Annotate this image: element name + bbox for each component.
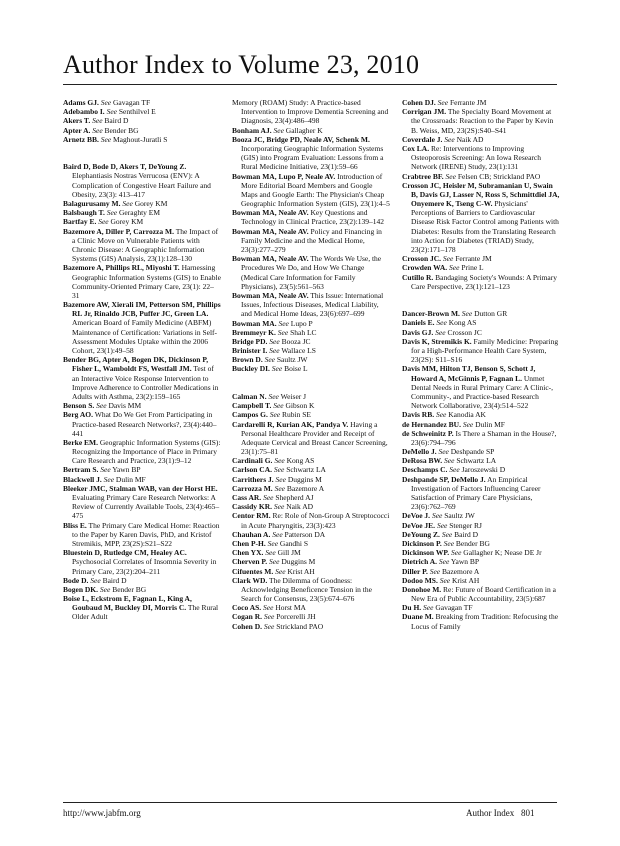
index-column-2 (232, 98, 390, 631)
entry-text: See Geraghty EM (106, 208, 161, 218)
author-name: Chen P-H. (232, 538, 266, 548)
index-entry (63, 548, 221, 576)
entry-text: See Rubin SE (269, 410, 311, 420)
index-entry (63, 475, 221, 484)
index-entry (63, 227, 221, 264)
author-name: Adebambo I. (63, 107, 105, 117)
entry-text: See Felsen CB; Strickland PAO (445, 171, 541, 181)
index-entry (402, 410, 560, 419)
entry-text: American Board of Family Medicine (ABFM) Maintenance of Certification: Variations in Self-Assessment Modules Uptake within the 2006 Cohort, 23(1):49–58 (72, 318, 218, 356)
author-name: Baird D, Bode D, Akers T, DeYoung Z. (63, 162, 187, 172)
entry-text: See Kanodia AK (435, 410, 486, 420)
author-name: Coverdale J. (402, 134, 443, 144)
author-name: Bowman MA. (232, 318, 277, 328)
author-name: Carrithers J. (232, 474, 274, 484)
entry-text: See Bender BG (92, 125, 139, 135)
author-name: DeYoung Z. (402, 529, 440, 539)
author-name: Davis GJ. (402, 327, 434, 337)
author-name: Calman N. (232, 391, 267, 401)
index-entry (232, 548, 390, 557)
author-name: Carlson CA. (232, 465, 273, 475)
entry-text: See Prine L (449, 263, 484, 273)
entry-text: See Krist AH (439, 575, 480, 585)
entry-text: See Baird D (92, 116, 129, 126)
index-entry (402, 364, 560, 410)
index-entry (402, 263, 560, 272)
entry-text: See Schwartz LA (273, 465, 326, 475)
entry-text: See Yawn BP (100, 465, 141, 475)
author-name: Cass AR. (232, 493, 262, 503)
index-entry (402, 172, 560, 181)
entry-text: Is There a Shaman in the House?, 23(6):794–796 (411, 428, 557, 447)
author-name: Bonham AJ. (232, 125, 272, 135)
author-name: Deshpande SP, DeMello J. (402, 474, 486, 484)
entry-text: Test of an Interactive Voice Response Intervention to Improve Adherence to Controller Medications in Adults with Asthma, 23(2):159–165 (72, 364, 219, 401)
index-entry (232, 420, 390, 457)
author-name: Bazemore A, Diller P, Carrozza M. (63, 226, 174, 236)
entry-text: The Rural Older Adult (72, 603, 219, 622)
entry-text: See Dulin MF (103, 474, 146, 484)
footer-page-label (466, 808, 535, 818)
author-name: Donohoe M. (402, 584, 442, 594)
index-entry (63, 107, 221, 116)
author-name: Clark WD. (232, 575, 268, 585)
author-name: Coco AS. (232, 603, 262, 613)
index-entry (63, 594, 221, 622)
author-name: de Schweinitz P. (402, 428, 454, 438)
author-name: Cifuentes M. (232, 566, 274, 576)
entry-text: The Words We Use, the Procedures We Do, and How We Change (Medical Care Information for Family Physicians), 23(5):561–563 (241, 254, 382, 291)
entry-text: See Dutton GR (461, 309, 508, 319)
entry-text: Key Questions and Technology in Clinical Practice, 23(2):139–142 (241, 208, 384, 227)
index-entry (63, 217, 221, 226)
author-name: Bode D. (63, 575, 89, 585)
index-entry (63, 438, 221, 466)
author-name: Chen YX. (232, 548, 264, 558)
entry-text: See Bender BG (99, 584, 147, 594)
index-entry (232, 539, 390, 548)
author-name: Bowman MA, Lupo P, Neale AV. (232, 171, 336, 181)
entry-text: See Patterson DA (272, 529, 326, 539)
author-name: Campos G. (232, 410, 268, 420)
author-name: Crabtree BF. (402, 171, 444, 181)
author-name: Arnetz BB. (63, 134, 99, 144)
entry-text: See Stenger RJ (436, 520, 482, 530)
author-name: Bender BG, Apter A, Bogen DK, Dickinson P, Fisher L, Wamboldt FS, Westfall JM. (63, 355, 209, 374)
index-entry (402, 318, 560, 327)
index-entry (232, 567, 390, 576)
index-entry (232, 484, 390, 493)
index-entry (63, 484, 221, 521)
index-entry (232, 576, 390, 604)
entry-text: Family Medicine: Preparing for a High-Performance Health Care System, 23(2S): S11–S16 (411, 336, 559, 365)
author-name: DeRosa BW. (402, 456, 443, 466)
index-entry (63, 576, 221, 585)
letter-group-gap (63, 144, 221, 162)
index-entry (63, 208, 221, 217)
author-name: Bowman MA, Neale AV. (232, 226, 309, 236)
author-name: Dickinson P. (402, 538, 442, 548)
author-name: Berke EM. (63, 437, 98, 447)
index-entry (63, 126, 221, 135)
entry-text: See Naik AD (444, 134, 484, 144)
entry-text: See Bender BG (443, 538, 490, 548)
author-name: Blackwell J. (63, 474, 102, 484)
entry-text: Psychosocial Correlates of Insomnia Severity in Primary Care, 23(2):204–211 (72, 557, 217, 576)
entry-text: See Weiser J (268, 391, 307, 401)
entry-text: Elephantiasis Nostras Verrucosa (ENV): A Complication of Congestive Heart Failure and Obesity, 23(3): 413–417 (72, 171, 211, 199)
letter-group-gap (232, 374, 390, 392)
author-name: Cutillo R. (402, 272, 434, 282)
author-name: Bleeker JMC, Stalman WAB, van der Horst HE. (63, 483, 218, 493)
author-name: Dancer-Brown M. (402, 309, 460, 319)
author-name: Brown D. (232, 355, 263, 365)
index-entry (232, 227, 390, 255)
footer-url[interactable]: http://www.jabfm.org (63, 808, 141, 818)
index-entry (232, 346, 390, 355)
author-name: Bluestein D, Rutledge CM, Healey AC. (63, 548, 187, 558)
author-name: Benson S. (63, 401, 95, 411)
author-name: Dickinson WP. (402, 548, 450, 558)
author-name: Dodoo MS. (402, 575, 438, 585)
entry-text: See Bazemore A (274, 483, 325, 493)
index-entry (63, 116, 221, 125)
entry-text: See Porcerelli JH (263, 612, 316, 622)
index-entry (232, 172, 390, 209)
index-entry (63, 162, 221, 199)
entry-text: See Jaroszewski D (449, 465, 506, 475)
index-entry (402, 420, 560, 429)
author-name: Cherven P. (232, 557, 268, 567)
entry-text: Unmet Dental Needs in Rural Primary Care: A Clinic-, Community-, and Practice-based Research Network Collaborative, 23(4):514–522 (411, 373, 554, 411)
index-column-3 (402, 98, 560, 631)
index-entry (232, 364, 390, 373)
entry-text: What Do We Get From Participating in Practice-based Research Networks?, 23(4):440–441 (72, 410, 217, 438)
index-entry (63, 521, 221, 549)
author-name: Deschamps C. (402, 465, 448, 475)
entry-text: Geographic Information Systems (GIS): Recognizing the Importance of Place in Primary Care Research and Practice, 23(1):9–12 (72, 437, 221, 466)
author-name: Bliss E. (63, 520, 87, 530)
index-entry (232, 328, 390, 337)
entry-text: See Dulin MF (462, 419, 505, 429)
entry-text: Having a Personal Healthcare Provider and Receipt of Adequate Cervical and Breast Cancer Screening, 23(1):75–81 (241, 419, 388, 457)
index-entry (232, 126, 390, 135)
index-entry (63, 585, 221, 594)
entry-text: See Gibson K (273, 401, 315, 411)
author-name: Bowman MA, Neale AV. (232, 208, 309, 218)
entry-text: See Senthilvel E (106, 107, 156, 117)
entry-text: Introduction of More Editorial Board Members and Google Maps and Google Earth: The Physician's Cheap Geographic Information System (GIS), 23(1):4–5 (241, 171, 390, 209)
index-entry (63, 135, 221, 144)
entry-text: See Gallagher K (273, 125, 323, 135)
index-entry (402, 521, 560, 530)
author-name: Bridge PD. (232, 336, 268, 346)
entry-text: Evaluating Primary Care Research Networks: A Review of Currently Available Tools, 23(4):465–475 (72, 493, 220, 521)
author-name: Centor RM. (232, 511, 271, 521)
author-name: Crosson JC. (402, 254, 442, 264)
index-entry (402, 603, 560, 612)
index-entry (402, 144, 560, 172)
author-name: Chauhan A. (232, 529, 271, 539)
index-entry (232, 622, 390, 631)
author-name: Davis RB. (402, 410, 435, 420)
index-entry (402, 181, 560, 255)
index-entry (402, 557, 560, 566)
entry-text: See Lupo P (278, 318, 313, 328)
entry-text: See Naik AD (273, 502, 314, 512)
page-title: Author Index to Volume 23, 2010 (63, 50, 420, 79)
footer-section: Author Index (466, 808, 515, 818)
author-name: Bremmeyr K. (232, 327, 276, 337)
entry-text: Re: Interventions to Improving Osteoporosis Screening: An Iowa Research Network (IRENE) Study, 23(1):131 (411, 143, 541, 172)
index-entry (402, 447, 560, 456)
header-rule (63, 84, 557, 85)
entry-text: See Baird D (90, 575, 127, 585)
index-entry (63, 410, 221, 438)
index-entry (402, 429, 560, 447)
entry-text: Re: Role of Non-Group A Streptococci in Acute Pharyngitis, 23(3):423 (241, 511, 390, 530)
index-entry (232, 475, 390, 484)
entry-text: An Empirical Investigation of Factors Influencing Career Satisfaction of Primary Care Physicians, 23(6):762–769 (411, 474, 541, 512)
index-entry (232, 98, 390, 126)
index-entry (232, 530, 390, 539)
entry-text: The Specialty Board Movement at the Crossroads: Reaction to the Paper by Kevin B. Weiss, MD, 23(2S):S40–S41 (411, 107, 554, 135)
entry-text: See Gorey KM (122, 199, 168, 209)
index-entry (402, 612, 560, 630)
entry-text: See Duggins M (275, 474, 322, 484)
entry-text: Policy and Financing in Family Medicine and the Medical Home, 23(3):277–279 (241, 226, 382, 254)
author-name: Davis K, Stremikis K. (402, 336, 472, 346)
index-entry (232, 337, 390, 346)
entry-text: Memory (ROAM) Study: A Practice-based Intervention to Improve Dementia Screening and Diagnosis, 23(4):486–498 (232, 98, 389, 126)
author-name: Crosson JC, Heisler M, Subramanian U, Swain B, Davis GJ, Lasser N, Ross S, Schmittdiel JA, Onyemere K, Tseng C-W. (402, 180, 560, 209)
index-entry (402, 135, 560, 144)
author-name: Cardarelli R, Kurian AK, Pandya V. (232, 419, 349, 429)
author-name: Bartfay E. (63, 217, 97, 227)
entry-text: See Gorey KM (98, 217, 144, 227)
index-entry (402, 585, 560, 603)
entry-text: See Strickland PAO (263, 621, 324, 631)
index-entry (63, 98, 221, 107)
index-entry (402, 107, 560, 135)
entry-text: The Primary Care Medical Home: Reaction to the Paper by Karen Davis, PhD, and Kristof Stremikis, MPP, 23(2S):S21–S22 (72, 520, 220, 548)
entry-text: See Boise L (271, 364, 308, 374)
letter-group-gap (402, 291, 560, 309)
index-entry (63, 355, 221, 401)
index-entry (232, 208, 390, 226)
entry-text: See Yawn BP (438, 557, 480, 567)
index-entry (232, 392, 390, 401)
index-entry (232, 401, 390, 410)
index-entry (63, 465, 221, 474)
index-entry (402, 465, 560, 474)
entry-text: See Gill JM (265, 548, 301, 558)
author-name: DeVoe JE. (402, 520, 436, 530)
author-name: Carrozza M. (232, 483, 273, 493)
entry-text: See Gavagan TF (423, 603, 473, 613)
entry-text: See Shepherd AJ (263, 493, 314, 503)
author-name: Cohen D. (232, 621, 263, 631)
index-entry (402, 548, 560, 557)
entry-text: See Booza JC (269, 336, 311, 346)
index-entry (402, 567, 560, 576)
index-entry (232, 465, 390, 474)
author-name: Campbell T. (232, 401, 272, 411)
index-entry (232, 603, 390, 612)
entry-text: See Saultz JW (431, 511, 475, 521)
index-entry (63, 401, 221, 410)
index-entry (232, 135, 390, 172)
index-entry (402, 328, 560, 337)
entry-text: See Schwartz LA (444, 456, 497, 466)
entry-text: See Krist AH (275, 566, 315, 576)
index-entry (63, 199, 221, 208)
entry-text: Incorporating Geographic Information Systems (GIS) into Program Evaluation: Lessons from a Rural Medicine Initiative, 23(1):59–66 (241, 143, 384, 172)
index-entry (232, 355, 390, 364)
author-name: Corrigan JM. (402, 107, 447, 117)
author-name: Balagurusamy M. (63, 199, 121, 209)
author-name: Berg AO. (63, 410, 93, 420)
index-entry (402, 98, 560, 107)
entry-text: See Kong AS (436, 318, 477, 328)
index-entry (402, 456, 560, 465)
entry-text: Harnessing Geographic Information Systems (GIS) to Enable Community-Oriented Primary Care, 23(1): 22–31 (72, 263, 221, 300)
entry-text: The Dilemma of Goodness: Acknowledging Beneficence Tension in the Search for Consensus, 23(5):674–676 (241, 575, 372, 604)
author-name: Akers T. (63, 116, 91, 126)
entry-text: See Baird D (441, 529, 479, 539)
author-name: Bowman MA, Neale AV. (232, 254, 309, 264)
index-entry (402, 309, 560, 318)
author-name: Du H. (402, 603, 422, 613)
entry-text: See Deshpande SP (438, 447, 495, 457)
author-name: Brinister I. (232, 346, 268, 356)
entry-text: Physicians' Perceptions of Barriers to Cardiovascular Disease Risk Factor Control among Patients with Diabetes: Results from the Translating Research into Action for Diabetes (TRIAD) Study, 23(2):171–178 (411, 199, 559, 254)
author-name: DeVoe J. (402, 511, 431, 521)
entry-text: Bandaging Society's Wounds: A Primary Care Perspective, 23(1):121–123 (411, 272, 557, 291)
author-name: DeMello J. (402, 447, 437, 457)
author-name: Dietrich A. (402, 557, 437, 567)
index-entry (402, 530, 560, 539)
entry-text: See Kong AS (274, 456, 315, 466)
author-name: Buckley DI. (232, 364, 270, 374)
author-name: Bazemore AW, Xierali IM, Petterson SM, Phillips RL Jr, Rinaldo JCB, Puffer JC, Green LA. (63, 300, 221, 319)
author-name: Daniels E. (402, 318, 435, 328)
author-name: Cox LA. (402, 143, 430, 153)
entry-text: See Shah LC (277, 327, 317, 337)
index-entry (402, 539, 560, 548)
index-entry (232, 456, 390, 465)
entry-text: See Ferrante JM (442, 254, 492, 264)
index-entry (402, 273, 560, 291)
entry-text: See Gallagher K; Nease DE Jr (450, 548, 542, 558)
footer-rule (63, 802, 557, 803)
index-column-1 (63, 98, 221, 622)
index-entry (63, 300, 221, 355)
author-name: Diller P. (402, 566, 428, 576)
entry-text: See Duggins M (269, 557, 316, 567)
entry-text: This Issue: International Issues, Infectious Diseases, Medical Liability, and Medical Home Ideas, 23(6):697–699 (241, 290, 384, 319)
entry-text: See Gavagan TF (100, 98, 151, 107)
index-entry (232, 254, 390, 291)
index-entry (402, 511, 560, 520)
entry-text: See Davis MM (96, 401, 142, 411)
author-name: Bertram S. (63, 465, 99, 475)
entry-text: See Crosson JC (435, 327, 482, 337)
entry-text: See Horst MA (263, 603, 306, 613)
index-entry (402, 576, 560, 585)
author-name: Bogen DK. (63, 584, 99, 594)
index-entry (63, 263, 221, 300)
index-entry (232, 612, 390, 621)
page-number: 801 (521, 808, 535, 818)
author-name: Bazemore A, Phillips RL, Miyoshi T. (63, 263, 180, 273)
index-entry (232, 511, 390, 529)
author-name: Apter A. (63, 125, 91, 135)
author-name: Balsbaugh T. (63, 208, 105, 218)
entry-text: The Impact of a Clinic Move on Vulnerable Patients with Chronic Disease: A Geographic Information Systems (GIS) Analysis, 23(1):128–130 (72, 226, 219, 264)
index-entry (232, 319, 390, 328)
author-name: Cogan R. (232, 612, 263, 622)
entry-text: See Saultz JW (264, 355, 308, 365)
author-name: Booza JC, Bridge PD, Neale AV, Schenk M. (232, 134, 370, 144)
author-name: de Hernandez BU. (402, 419, 461, 429)
entry-text: See Maghout-Juratli S (100, 134, 168, 144)
author-name: Davis MM, Hilton TJ, Benson S, Schott J, Howard A, McGinnis P, Fagnan L. (402, 364, 536, 383)
index-entry (402, 254, 560, 263)
entry-text: Breaking from Tradition: Refocusing the Locus of Family (411, 612, 559, 631)
author-name: Duane M. (402, 612, 434, 622)
author-name: Adams GJ. (63, 98, 99, 107)
index-entry (232, 557, 390, 566)
entry-text: See Gandhi S (267, 538, 309, 548)
entry-text: Re: Future of Board Certification in a New Era of Public Accountability, 23(5):687 (411, 584, 556, 604)
index-entry (402, 475, 560, 512)
author-name: Cardinali G. (232, 456, 273, 466)
author-name: Crowden WA. (402, 263, 448, 273)
author-name: Bowman MA, Neale AV. (232, 290, 309, 300)
entry-text: See Wallace LS (269, 346, 316, 356)
index-entry (402, 337, 560, 365)
index-entry (232, 502, 390, 511)
author-name: Cohen DJ. (402, 98, 436, 107)
author-name: Cassidy KR. (232, 502, 273, 512)
index-entry (232, 410, 390, 419)
entry-text: See Ferrante JM (437, 98, 487, 107)
index-entry (232, 291, 390, 319)
entry-text: See Bazemore A (429, 566, 480, 576)
author-name: Boise L, Eckstrom E, Fagnan L, King A, Goubaud M, Buckley DI, Morris C. (63, 594, 192, 613)
index-entry (232, 493, 390, 502)
